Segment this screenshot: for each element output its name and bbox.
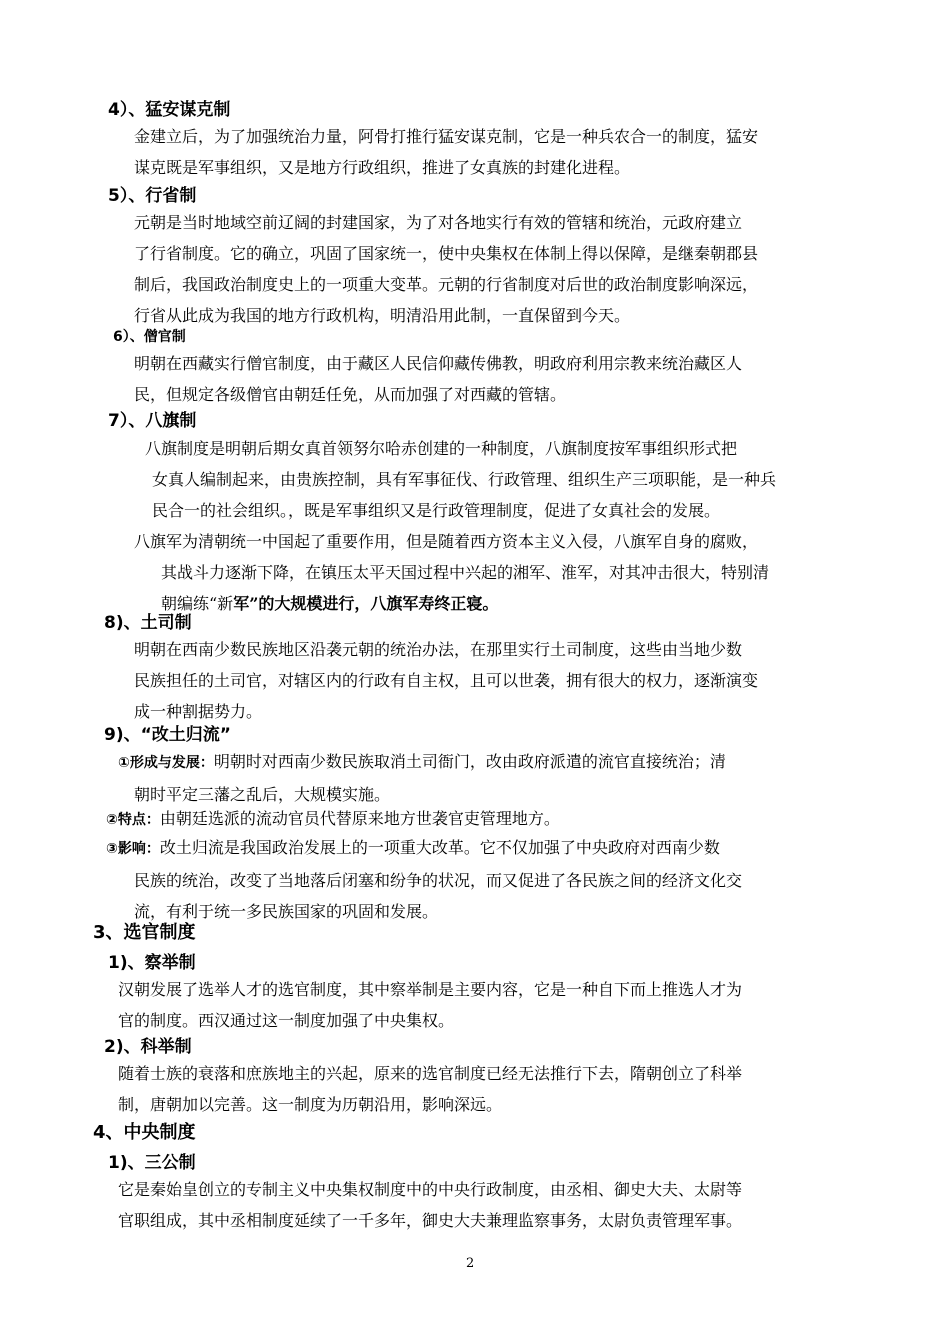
text-line: 了行省制度。它的确立，巩固了国家统一，使中央集权在体制上得以保障，是继秦朝郡县 xyxy=(134,244,759,263)
paragraph-sengguan xyxy=(134,348,742,410)
paragraph-baqi-1 xyxy=(145,433,776,526)
text-line: 制，唐朝加以完善。这一制度为历朝沿用，影响深远。 xyxy=(118,1095,503,1114)
heading-tusi: 8)、土司制 xyxy=(104,613,192,633)
text-line: 制后，我国政治制度史上的一项重大变革。元朝的行省制度对后世的政治制度影响深远， xyxy=(134,275,759,294)
text-line: 女真人编制起来，由贵族控制，具有军事征伐、行政管理、组织生产三项职能，是一种兵 xyxy=(152,470,777,489)
paragraph-tusi xyxy=(134,634,758,727)
text-line: 其战斗力逐渐下降，在镇压太平天国过程中兴起的湘军、淮军，对其冲击很大，特别清 xyxy=(161,563,770,582)
text-span: 朝编练“新 xyxy=(161,594,234,613)
item-influence xyxy=(106,832,742,927)
text-line: 随着士族的衰落和庶族地主的兴起，原来的选官制度已经无法推行下去，隋朝创立了科举 xyxy=(118,1064,743,1083)
text-line: 官的制度。西汉通过这一制度加强了中央集权。 xyxy=(118,1011,455,1030)
text-line: 谋克既是军事组织，又是地方行政组织，推进了女真族的封建化进程。 xyxy=(134,158,631,177)
text-line: 八旗制度是明朝后期女真首领努尔哈赤创建的一种制度，八旗制度按军事组织形式把 xyxy=(145,439,738,458)
paragraph-mengan-mouke xyxy=(134,121,758,183)
paragraph-xingsheng xyxy=(134,207,758,331)
paragraph-keju xyxy=(118,1058,742,1120)
text-line: 民族的统治，改变了当地落后闭塞和纷争的状况，而又促进了各民族之间的经济文化交 xyxy=(134,871,743,890)
text-line: 明朝在西藏实行僧官制度，由于藏区人民信仰藏传佛教，明政府利用宗教来统治藏区人 xyxy=(134,354,743,373)
text-line: 明朝在西南少数民族地区沿袭元朝的统治办法，在那里实行土司制度，这些由当地少数 xyxy=(134,640,743,659)
text-line: 民族担任的土司官，对辖区内的行政有自主权，且可以世袭，拥有很大的权力，逐渐演变 xyxy=(134,671,759,690)
heading-xingsheng: 5）、行省制 xyxy=(108,186,197,206)
heading-gaitu-guiliu: 9)、“改土归流” xyxy=(104,725,231,745)
text-line: 行省从此成为我国的地方行政机构，明清沿用此制，一直保留到今天。 xyxy=(134,306,631,325)
text-line: 元朝是当时地域空前辽阔的封建国家，为了对各地实行有效的管辖和统治，元政府建立 xyxy=(134,213,743,232)
section-heading-xuanguan: 3、选官制度 xyxy=(93,922,196,943)
section-heading-zhongyang: 4、中央制度 xyxy=(93,1122,196,1143)
text-line: 官职组成，其中丞相制度延续了一千多年，御史大夫兼理监察事务，太尉负责管理军事。 xyxy=(118,1211,743,1230)
bold-text-span: 军”的大规模进行，八旗军寿终正寝。 xyxy=(233,594,499,613)
text-line: 八旗军为清朝统一中国起了重要作用，但是随着西方资本主义入侵，八旗军自身的腐败， xyxy=(134,532,759,551)
text-line xyxy=(106,832,742,865)
text-line: 流，有利于统一多民族国家的巩固和发展。 xyxy=(134,902,439,921)
text-line: 金建立后，为了加强统治力量，阿骨打推行猛安谋克制，它是一种兵农合一的制度，猛安 xyxy=(134,127,759,146)
item-label: ②特点： xyxy=(106,812,160,828)
paragraph-baqi-2 xyxy=(134,526,769,619)
page-number: 2 xyxy=(466,1256,475,1271)
text-line: 成一种割据势力。 xyxy=(134,702,263,721)
heading-sengguan: 6）、僧官制 xyxy=(113,329,186,345)
text-line: 汉朝发展了选举人才的选官制度，其中察举制是主要内容，它是一种自下而上推选人才为 xyxy=(118,980,743,999)
item-label: ①形成与发展： xyxy=(118,755,214,771)
text-span: 由朝廷选派的流动官员代替原来地方世袭官吏管理地方。 xyxy=(159,809,560,828)
item-label: ③影响： xyxy=(106,841,160,857)
item-formation xyxy=(118,746,726,810)
text-span: 改土归流是我国政治发展上的一项重大改革。它不仅加强了中央政府对西南少数 xyxy=(159,838,720,857)
text-line: 它是秦始皇创立的专制主义中央集权制度中的中央行政制度，由丞相、御史大夫、太尉等 xyxy=(118,1180,743,1199)
text-line xyxy=(118,746,726,779)
paragraph-chaju xyxy=(118,974,742,1036)
paragraph-sangong xyxy=(118,1174,742,1236)
heading-sangong: 1)、三公制 xyxy=(108,1153,196,1173)
text-line xyxy=(134,588,769,619)
text-line: 朝时平定三藩之乱后，大规模实施。 xyxy=(134,785,391,804)
heading-baqi: 7）、八旗制 xyxy=(108,411,197,431)
heading-keju: 2)、科举制 xyxy=(104,1037,192,1057)
text-line: 民合一的社会组织。，既是军事组织又是行政管理制度，促进了女真社会的发展。 xyxy=(152,501,721,520)
text-span: 明朝时对西南少数民族取消土司衙门，改由政府派遣的流官直接统治；清 xyxy=(213,752,726,771)
heading-chaju: 1)、察举制 xyxy=(108,953,196,973)
text-line: 民，但规定各级僧官由朝廷任免，从而加强了对西藏的管辖。 xyxy=(134,385,567,404)
heading-mengan-mouke: 4）、猛安谋克制 xyxy=(108,100,231,120)
